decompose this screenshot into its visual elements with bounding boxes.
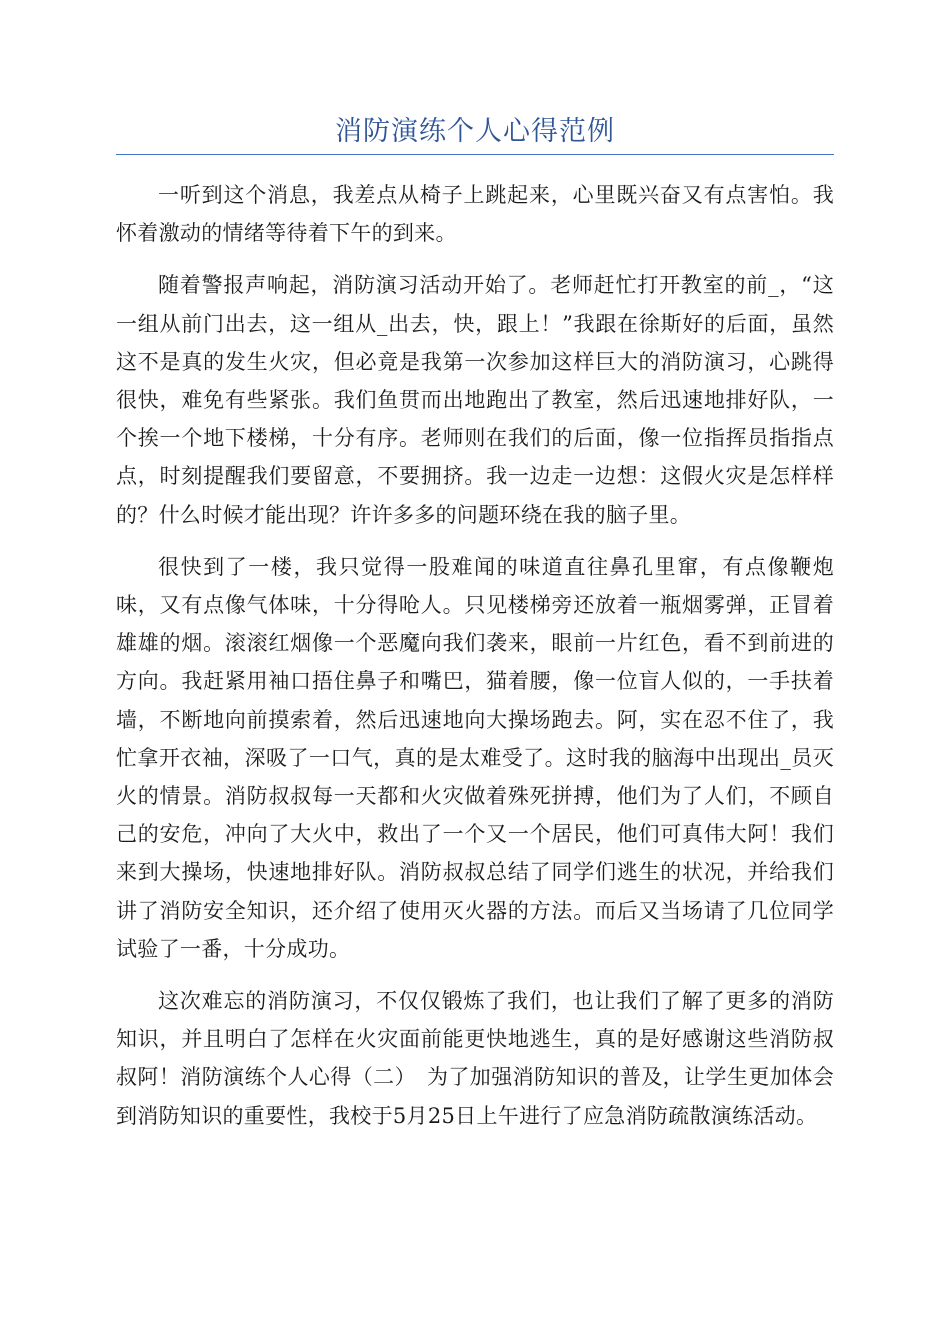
paragraph-1: 一听到这个消息，我差点从椅子上跳起来，心里既兴奋又有点害怕。我怀着激动的情绪等待着下午的到来。 bbox=[116, 183, 834, 246]
paragraph-4: 这次难忘的消防演习，不仅仅锻炼了我们，也让我们了解了更多的消防知识，并且明白了怎样在火灾面前能更快地逃生，真的是好感谢这些消防叔叔阿！消防演练个人心得（二） 为了加强消防知识的普及，让学生更加体会到消防知识的重要性，我校于5月25日上午进行了应急消防疏散演练活动。 bbox=[116, 989, 834, 1128]
title-underline bbox=[116, 154, 834, 155]
paragraph-3: 很快到了一楼，我只觉得一股难闻的味道直往鼻孔里窜，有点像鞭炮味，又有点像气体味，十分得呛人。只见楼梯旁还放着一瓶烟雾弹，正冒着雄雄的烟。滚滚红烟像一个恶魔向我们袭来，眼前一片红色，看不到前进的方向。我赶紧用袖口捂住鼻子和嘴巴，猫着腰，像一位盲人似的，一手扶着墙，不断地向前摸索着，然后迅速地向大操场跑去。阿，实在忍不住了，我忙拿开衣袖，深吸了一口气，真的是太难受了。这时我的脑海中出现出_员灭火的情景。消防叔叔每一天都和火灾做着殊死拼搏，他们为了人们，不顾自己的安危，冲向了大火中，救出了一个又一个居民，他们可真伟大阿！我们来到大操场，快速地排好队。消防叔叔总结了同学们逃生的状况，并给我们讲了消防安全知识，还介绍了使用灭火器的方法。而后又当场请了几位同学试验了一番，十分成功。 bbox=[116, 554, 834, 961]
document-body bbox=[116, 176, 834, 1149]
document-title: 消防演练个人心得范例 bbox=[335, 116, 615, 147]
paragraph-2: 随着警报声响起，消防演习活动开始了。老师赶忙打开教室的前_，“这一组从前门出去，这一组从_出去，快，跟上！”我跟在徐斯好的后面，虽然这不是真的发生火灾，但必竟是我第一次参加这样巨大的消防演习，心跳得很快，难免有些紧张。我们鱼贯而出地跑出了教室，然后迅速地排好队，一个挨一个地下楼梯，十分有序。老师则在我们的后面，像一位指挥员指指点点，时刻提醒我们要留意，不要拥挤。我一边走一边想：这假火灾是怎样样的？什么时候才能出现？许许多多的问题环绕在我的脑子里。 bbox=[116, 273, 834, 527]
